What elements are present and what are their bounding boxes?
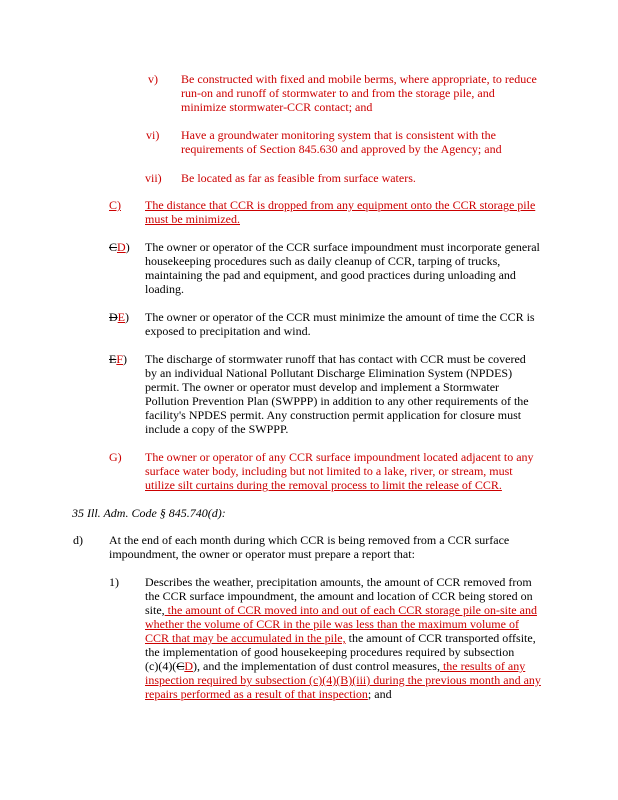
item-C-text — [145, 198, 605, 226]
citation — [72, 506, 226, 520]
item-v-number — [148, 72, 158, 86]
item-v-num: v) — [148, 72, 158, 86]
item-D-line1: The owner or operator of the CCR surface impoundment must incorporate general — [145, 240, 540, 254]
item-E-num-inserted: E — [117, 310, 126, 324]
item-1-line7-e: the results of any — [439, 659, 526, 673]
item-F-number — [109, 352, 127, 366]
item-v-line1: Be constructed with fixed and mobile berms, where appropriate, to reduce — [181, 72, 537, 86]
item-D-line2: housekeeping procedures such as daily cleanup of CCR, tarping of trucks, — [145, 254, 501, 268]
item-D-line3: maintaining the pad and equipment, and good practices during unloading and — [145, 268, 516, 282]
item-E-text — [145, 310, 605, 338]
item-1-line4: whether the volume of CCR in the pile was less than the maximum volume of — [145, 617, 519, 631]
item-vii-text — [181, 171, 601, 185]
item-C-number — [109, 198, 121, 212]
item-1-line7-deleted: C — [176, 659, 185, 673]
item-1-line5-a: CCR that may be accumulated in the pile, — [145, 631, 346, 645]
item-F-line2: by an individual National Pollutant Discharge Elimination System (NPDES) — [145, 366, 513, 380]
item-1-line7-a: (c)(4)( — [145, 659, 177, 673]
item-1-line8: inspection required by subsection (c)(4)(B)(iii) during the previous month and any — [145, 673, 541, 687]
item-d-num: d) — [73, 533, 83, 547]
item-v-line3: minimize stormwater-CCR contact; and — [181, 100, 373, 114]
item-F-num-inserted: F — [116, 352, 124, 366]
item-1-num: 1) — [109, 575, 119, 589]
item-1-line2: the CCR surface impoundment, the amount and location of CCR being stored on — [145, 589, 533, 603]
item-E-num-close: ) — [125, 310, 130, 324]
item-F-line6: include a copy of the SWPPP. — [145, 422, 289, 436]
item-vi-text — [181, 128, 601, 156]
item-1-line7-inserted: D — [184, 659, 193, 673]
item-F-num-deleted: E — [109, 352, 117, 366]
item-F-line4: Pollution Prevention Plan (SWPPP) in addition to any other requirements of the — [145, 394, 529, 408]
item-vi-number — [146, 128, 159, 142]
item-G-line1: The owner or operator of any CCR surface impoundment located adjacent to any — [145, 450, 534, 464]
citation-text: 35 Ill. Adm. Code § 845.740(d): — [72, 506, 226, 520]
item-G-line3: utilize silt curtains during the removal process to limit the release of CCR. — [145, 478, 502, 492]
item-1-line5 — [145, 631, 610, 645]
item-1-line3 — [145, 603, 610, 617]
item-G-text — [145, 450, 605, 492]
item-1-line7-d: ), and the implementation of dust control measures, — [193, 659, 440, 673]
item-vi-num: vi) — [146, 128, 160, 142]
item-1-line1: Describes the weather, precipitation amounts, the amount of CCR removed from — [145, 575, 532, 589]
item-vii-num: vii) — [145, 171, 162, 185]
item-G-number — [109, 450, 122, 464]
item-F-line3: permit. The owner or operator must develop and implement a Stormwater — [145, 380, 500, 394]
item-1-line5-b: the amount of CCR transported offsite, — [345, 631, 536, 645]
item-1-line6: the implementation of good housekeeping procedures required by subsection — [145, 645, 515, 659]
item-1-line9-b: ; and — [367, 687, 392, 701]
item-1-number — [109, 575, 119, 589]
item-C-line2: must be minimized. — [145, 212, 240, 226]
item-vii-number — [145, 171, 162, 185]
item-G-num: G) — [109, 450, 122, 464]
item-1-line3-b: the amount of CCR moved into and out of each CCR storage pile on-site and — [164, 603, 537, 617]
item-D-num-deleted: C — [109, 240, 118, 254]
item-D-number — [109, 240, 130, 254]
item-F-line1: The discharge of stormwater runoff that has contact with CCR must be covered — [145, 352, 526, 366]
item-G-line2: surface water body, including but not limited to a lake, river, or stream, must — [145, 464, 513, 478]
item-vi-line1: Have a groundwater monitoring system that is consistent with the — [181, 128, 496, 142]
item-1-line3-a: site, — [145, 603, 165, 617]
item-d-text — [109, 533, 599, 561]
item-D-num-inserted: D — [117, 240, 126, 254]
item-d-line2: impoundment, the owner or operator must prepare a report that: — [109, 547, 415, 561]
item-v-line2: run-on and runoff of stormwater to and from the storage pile, and — [181, 86, 495, 100]
item-C-num: C) — [109, 198, 121, 212]
item-E-number — [109, 310, 129, 324]
item-1-line9-a: repairs performed as a result of that inspection — [145, 687, 368, 701]
item-d-number — [73, 533, 83, 547]
item-D-num-close: ) — [125, 240, 130, 254]
item-D-text — [145, 240, 605, 296]
item-vi-line2: requirements of Section 845.630 and approved by the Agency; and — [181, 142, 502, 156]
item-E-line1: The owner or operator of the CCR must minimize the amount of time the CCR is — [145, 310, 535, 324]
item-F-line5: facility's NPDES permit. Any construction permit application for closure must — [145, 408, 522, 422]
item-v-text — [181, 72, 601, 114]
item-C-line1: The distance that CCR is dropped from any equipment onto the CCR storage pile — [145, 198, 536, 212]
item-F-num-close: ) — [123, 352, 128, 366]
item-D-line4: loading. — [145, 282, 184, 296]
item-d-line1: At the end of each month during which CCR is being removed from a CCR surface — [109, 533, 510, 547]
item-1-text — [145, 575, 610, 701]
item-E-line2: exposed to precipitation and wind. — [145, 324, 311, 338]
item-vii-line1: Be located as far as feasible from surface waters. — [181, 171, 416, 185]
item-E-num-deleted: D — [109, 310, 118, 324]
item-1-line7 — [145, 659, 610, 673]
item-1-line9 — [145, 687, 610, 701]
item-F-text — [145, 352, 605, 436]
